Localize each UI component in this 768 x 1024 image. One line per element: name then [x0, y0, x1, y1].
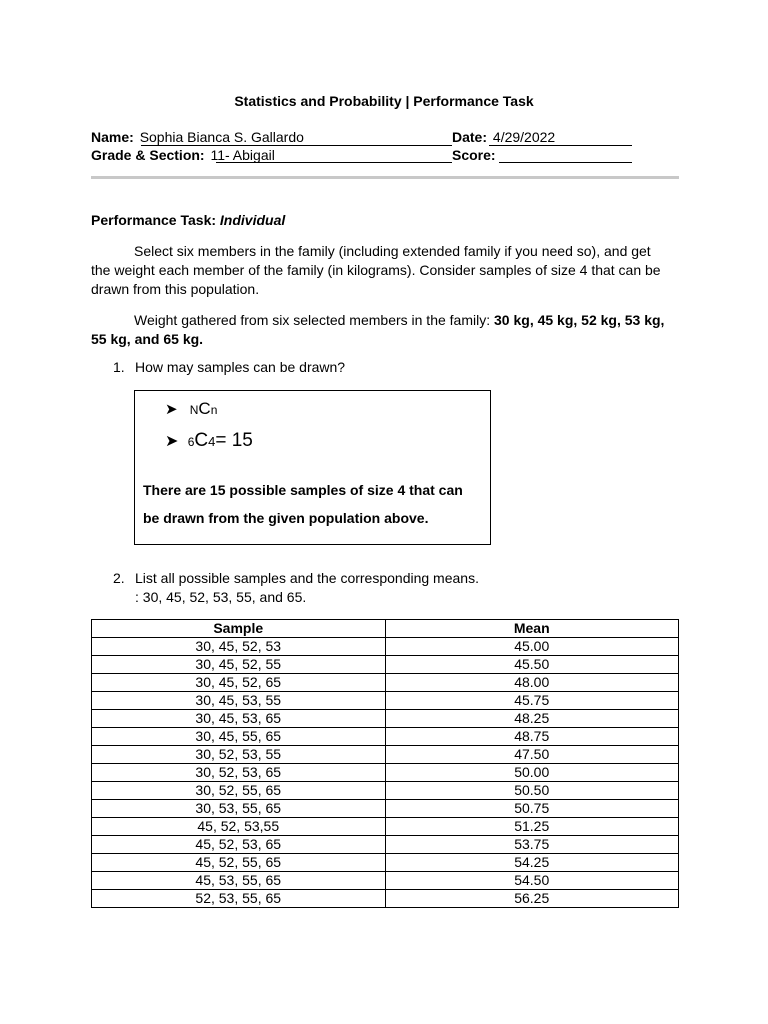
table-row	[92, 782, 679, 800]
bullet2-eq: = 15	[215, 430, 253, 451]
task-type: Individual	[219, 212, 286, 228]
arrow-bullet-icon: ➤	[165, 401, 178, 418]
weights-intro: Weight gathered from six selected members in the family:	[134, 312, 491, 328]
name-value: Sophia Bianca S. Gallardo	[139, 129, 304, 145]
mean-cell: 45.00	[385, 638, 679, 656]
mean-cell: 45.75	[385, 692, 679, 710]
table-row	[92, 638, 679, 656]
mean-cell: 47.50	[385, 746, 679, 764]
table-row	[92, 854, 679, 872]
sample-cell: 45, 52, 55, 65	[92, 854, 386, 872]
bullet-6c4	[165, 430, 253, 452]
grade-value: 11- Abigail	[210, 147, 275, 163]
q1-number: 1.	[113, 359, 125, 375]
sample-cell: 30, 45, 52, 65	[92, 674, 386, 692]
name-row	[91, 129, 304, 145]
table-row	[92, 764, 679, 782]
bullet1-n: N	[189, 403, 199, 417]
table-row	[92, 890, 679, 908]
q1-answer-text: There are 15 possible samples of size 4 that can be drawn from the given population above.	[143, 482, 463, 526]
sample-cell: 45, 52, 53,55	[92, 818, 386, 836]
sample-cell: 30, 45, 52, 55	[92, 656, 386, 674]
table-header-row	[92, 620, 679, 638]
page-title: Statistics and Probability | Performance Task	[234, 93, 534, 109]
bullet2-sub: 4	[208, 434, 216, 449]
mean-cell: 51.25	[385, 818, 679, 836]
mean-cell: 53.75	[385, 836, 679, 854]
sample-cell: 30, 52, 53, 65	[92, 764, 386, 782]
grade-row	[91, 147, 275, 163]
sample-cell: 30, 45, 52, 53	[92, 638, 386, 656]
score-underline	[499, 162, 632, 163]
name-underline	[141, 145, 452, 146]
bullet2-pre: 6	[187, 435, 195, 449]
name-label: Name:	[91, 129, 134, 145]
table-row	[92, 728, 679, 746]
date-underline	[489, 145, 632, 146]
bullet1-sub: n	[210, 403, 218, 417]
table-row	[92, 710, 679, 728]
task-instructions: Select six members in the family (including extended family if you need so), and get the weight each member of the family (in kilograms). Consider samples of size 4 that can be drawn from this population.	[91, 243, 661, 297]
table-row	[92, 818, 679, 836]
bullet-ncn	[165, 399, 217, 419]
mean-cell: 50.50	[385, 782, 679, 800]
sample-cell: 45, 52, 53, 65	[92, 836, 386, 854]
q1-text: How may samples can be drawn?	[135, 359, 346, 375]
header-sample: Sample	[92, 620, 386, 638]
grade-underline	[216, 162, 452, 163]
q2-text: List all possible samples and the corresponding means.	[135, 570, 479, 586]
mean-cell: 48.00	[385, 674, 679, 692]
table-row	[92, 872, 679, 890]
sample-cell: 52, 53, 55, 65	[92, 890, 386, 908]
header-mean: Mean	[385, 620, 679, 638]
mean-cell: 45.50	[385, 656, 679, 674]
sample-cell: 30, 45, 53, 55	[92, 692, 386, 710]
header-divider	[91, 176, 679, 179]
score-row	[452, 147, 496, 163]
score-label: Score:	[452, 147, 496, 163]
bullet1-c: C	[198, 399, 211, 418]
weights-values: 30 kg, 45 kg, 52 kg, 53 kg, 55 kg, and 65 kg.	[91, 312, 665, 347]
sample-cell: 30, 52, 53, 55	[92, 746, 386, 764]
date-row	[452, 129, 555, 145]
date-label: Date:	[452, 129, 488, 145]
samples-table	[91, 619, 679, 908]
mean-cell: 54.50	[385, 872, 679, 890]
table-row	[92, 692, 679, 710]
table-row	[92, 674, 679, 692]
task-heading	[91, 212, 285, 228]
mean-cell: 48.75	[385, 728, 679, 746]
mean-cell: 50.00	[385, 764, 679, 782]
sample-cell: 30, 45, 53, 65	[92, 710, 386, 728]
table-row	[92, 836, 679, 854]
mean-cell: 48.25	[385, 710, 679, 728]
arrow-bullet-icon: ➤	[165, 433, 179, 450]
sample-cell: 30, 52, 55, 65	[92, 782, 386, 800]
table-row	[92, 746, 679, 764]
mean-cell: 54.25	[385, 854, 679, 872]
weights-paragraph	[91, 311, 671, 349]
mean-cell: 50.75	[385, 800, 679, 818]
bullet2-c: C	[194, 430, 209, 451]
q2-number: 2.	[113, 570, 125, 586]
table-row	[92, 800, 679, 818]
date-value: 4/29/2022	[492, 129, 556, 145]
sample-cell: 30, 45, 55, 65	[92, 728, 386, 746]
grade-label: Grade & Section:	[91, 147, 205, 163]
mean-cell: 56.25	[385, 890, 679, 908]
q2-population: : 30, 45, 52, 53, 55, and 65.	[135, 589, 307, 605]
task-label: Performance Task:	[91, 212, 217, 228]
sample-cell: 30, 53, 55, 65	[92, 800, 386, 818]
sample-cell: 45, 53, 55, 65	[92, 872, 386, 890]
table-row	[92, 656, 679, 674]
